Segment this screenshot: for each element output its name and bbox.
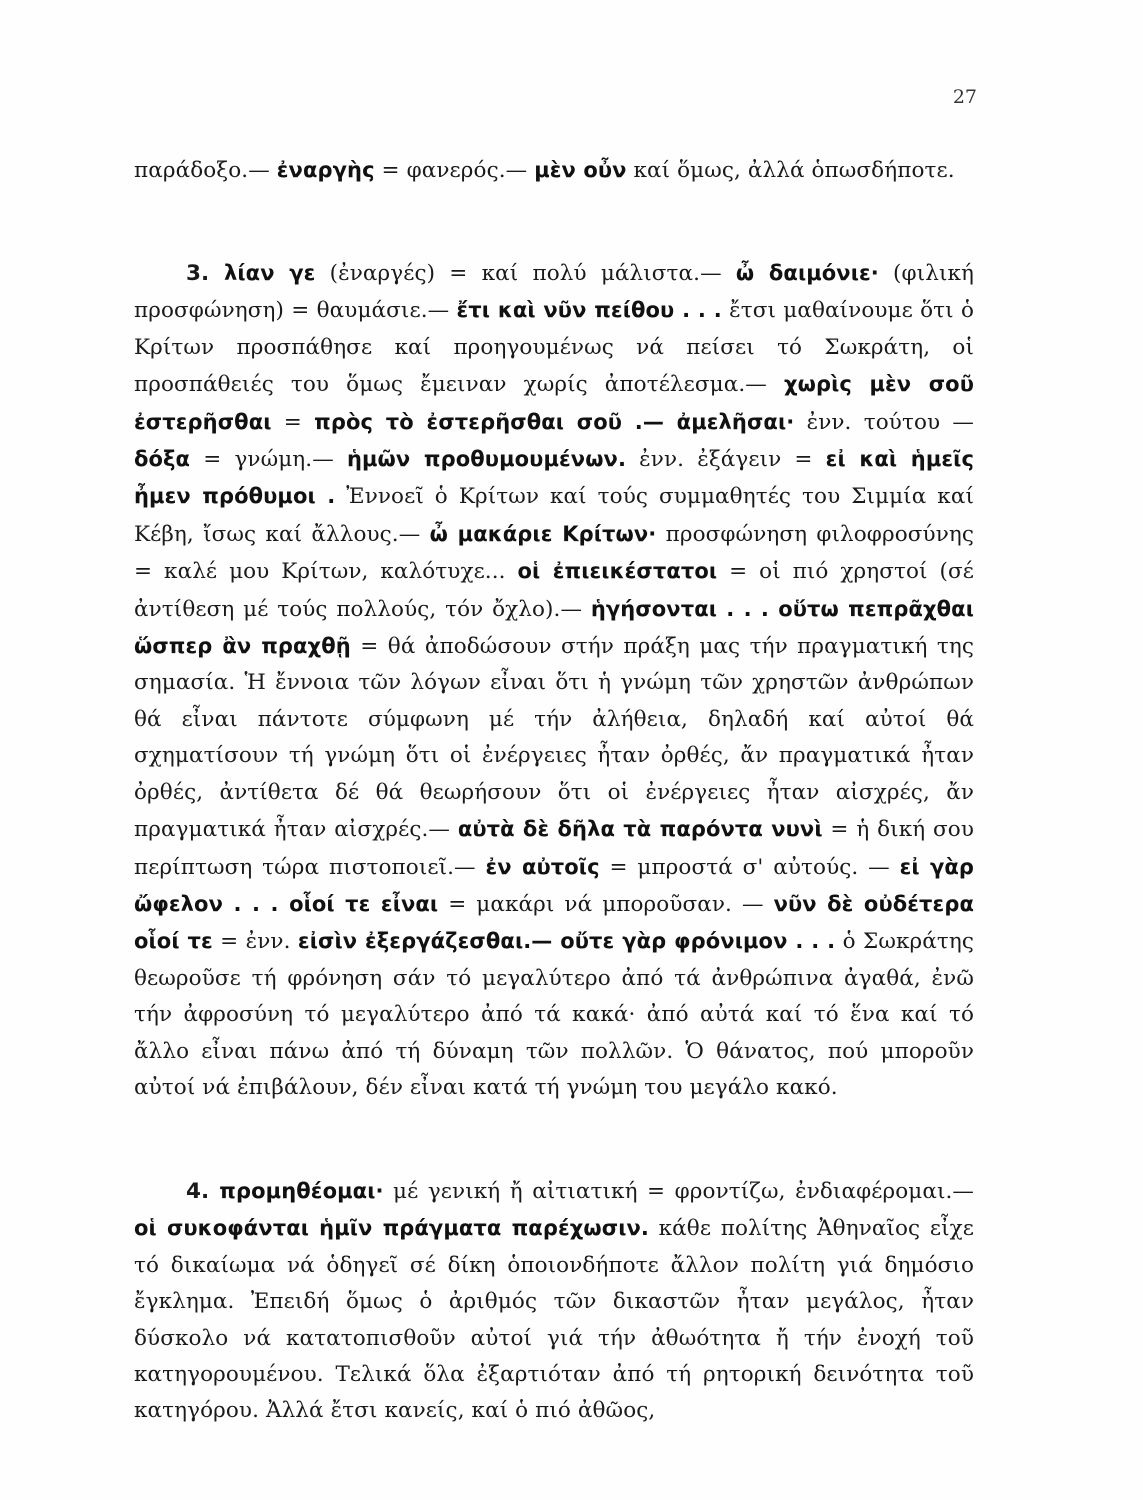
text: μέ γενική ἤ αἰτιατική = φροντίζω, ἐνδιαφέρομαι.— bbox=[383, 1179, 975, 1204]
text: παράδοξο.— bbox=[134, 158, 277, 183]
lemma: ἡμῶν προθυμουμένων. bbox=[346, 447, 627, 472]
note-4 bbox=[134, 1173, 974, 1430]
lemma: νῦν δὲ οὐδέτερα οἷοί τε bbox=[134, 891, 974, 954]
lemma: αὐτὰ δὲ δῆλα τὰ παρόντα νυνὶ bbox=[457, 817, 823, 842]
note-3 bbox=[134, 255, 974, 1106]
lemma: προμηθέομαι· bbox=[209, 1179, 384, 1203]
text: Ἐννοεῖ ὁ Κρίτων καί τούς συμμαθητές του Σιμμία καί Κέβη, ἴσως καί ἄλλους.— bbox=[134, 484, 974, 547]
lemma: οἱ συκοφάνται ἡμῖν πράγματα παρέχωσιν. bbox=[134, 1216, 649, 1241]
text: ἔτσι μαθαίνουμε ὅτι ὁ Κρίτων προσπάθησε καί προηγουμένως νά πείσει τό Σωκράτη, οἱ προσπάθειές του ὅμως ἔμειναν χωρίς ἀποτέλεσμα.— bbox=[134, 298, 975, 398]
text: (φιλική προσφώνηση) = θαυμάσιε.— bbox=[134, 261, 974, 324]
lemma: ἐν αὐτοῖς bbox=[485, 854, 600, 879]
note-number: 3. bbox=[186, 261, 210, 286]
lemma: ἔτι καὶ νῦν πείθου . . . bbox=[456, 298, 722, 323]
lemma: ὦ δαιμόνιε· bbox=[735, 261, 879, 285]
text: προσφώνηση φιλοφροσύνης = καλέ μου Κρίτων, καλότυχε... bbox=[134, 521, 974, 585]
lemma: ἐναργὴς bbox=[276, 158, 375, 182]
lemma: πρὸς τὸ ἐστερῆσθαι σοῦ .— ἀμελῆσαι· bbox=[314, 409, 795, 434]
note-number: 4. bbox=[186, 1179, 210, 1204]
text: = θά ἀποδώσουν στήν πράξη μας τήν πραγματική της σημασία. Ἡ ἔννοια τῶν λόγων εἶναι ὅτι ἡ γνώμη τῶν χρηστῶν ἀνθρώπων θά εἶναι πάντοτε σύμφωνη μέ τήν ἀλήθεια, δηλαδή καί αὐτοί θά σχηματίσουν τή γνώμη ὅτι οἱ ἐνέργειες ἦταν ὀρθές, ἄν πραγματικά ἦταν ὀρθές, ἀντίθετα δέ θά θεωρήσουν ὅτι οἱ ἐνέργειες ἦταν αἰσχρές, ἄν πραγματικά ἦταν αἰσχρές.— bbox=[134, 634, 975, 843]
lemma: δόξα bbox=[134, 447, 191, 472]
lemma: εἰ γὰρ ὤφελον . . . οἷοί τε εἶναι bbox=[134, 854, 975, 916]
text: ἐνν. τούτου — bbox=[794, 409, 975, 435]
lemma: ἡγήσονται . . . οὕτω πεπρᾶχθαι ὥσπερ ἂν πραχθῇ bbox=[134, 596, 974, 659]
text: = μπροστά σ' αὐτούς. — bbox=[599, 854, 900, 880]
lemma: χωρὶς μὲν σοῦ ἐστερῆσθαι bbox=[134, 372, 974, 434]
lemma: μὲν οὖν bbox=[534, 158, 627, 182]
text: (ἐναργές) = καί πολύ μάλιστα.— bbox=[315, 261, 736, 286]
text: κάθε πολίτης Ἀθηναῖος εἶχε τό δικαίωμα νά ὁδηγεῖ σέ δίκη ὁποιονδήποτε ἄλλον πολίτη γιά δημόσιο ἔγκλημα. Ἐπειδή ὅμως ὁ ἀριθμός τῶν δικαστῶν ἦταν μεγάλος, ἦταν δύσκολο νά κατατοπισθοῦν αὐτοί γιά τήν ἀθωότητα ἤ τήν ἐνοχή τοῦ κατηγορουμένου. Τελικά ὅλα ἐξαρτιόταν ἀπό τή ρητορική δεινότητα τοῦ κατηγόρου. Ἀλλά ἔτσι κανείς, καί ὁ πιό ἀθῶος, bbox=[134, 1216, 974, 1424]
lemma: εἰσὶν ἐξεργάζεσθαι.— οὔτε γὰρ φρόνιμον . . . bbox=[297, 929, 836, 954]
lemma: εἰ καὶ ἡμεῖς ἦμεν πρόθυμοι . bbox=[134, 447, 974, 509]
lemma: οἱ ἐπιεικέστατοι bbox=[517, 559, 718, 584]
paragraph-continuation bbox=[134, 152, 974, 189]
text: = ἡ δική σου περίπτωση τώρα πιστοποιεῖ.— bbox=[134, 817, 975, 880]
text: = μακάρι νά μποροῦσαν. — bbox=[438, 891, 774, 917]
text: = οἱ πιό χρηστοί (σέ ἀντίθεση μέ τούς πολλούς, τόν ὄχλο).— bbox=[134, 559, 974, 622]
text: = γνώμη.— bbox=[190, 447, 347, 473]
page-number: 27 bbox=[952, 86, 977, 108]
text: ἐνν. ἐξάγειν = bbox=[626, 447, 826, 473]
lemma: λίαν γε bbox=[209, 261, 316, 285]
text: ὁ Σωκράτης θεωροῦσε τή φρόνηση σάν τό μεγαλύτερο ἀπό τά ἀνθρώπινα ἀγαθά, ἐνῶ τήν ἀφροσύνη τό μεγαλύτερο ἀπό τά κακά· ἀπό αὐτά καί τό ἕνα καί τό ἄλλο εἶναι πάνω ἀπό τή δύναμη τῶν πολλῶν. Ὁ θάνατος, πού μποροῦν αὐτοί νά ἐπιβάλουν, δέν εἶναι κατά τή γνώμη του μεγάλο κακό. bbox=[134, 929, 975, 1100]
text: = bbox=[271, 409, 315, 435]
text: = ἐνν. bbox=[212, 929, 298, 955]
text: = φανερός.— bbox=[374, 158, 535, 183]
text: καί ὅμως, ἀλλά ὁπωσδήποτε. bbox=[626, 158, 955, 183]
lemma: ὦ μακάριε Κρίτων· bbox=[429, 521, 657, 546]
